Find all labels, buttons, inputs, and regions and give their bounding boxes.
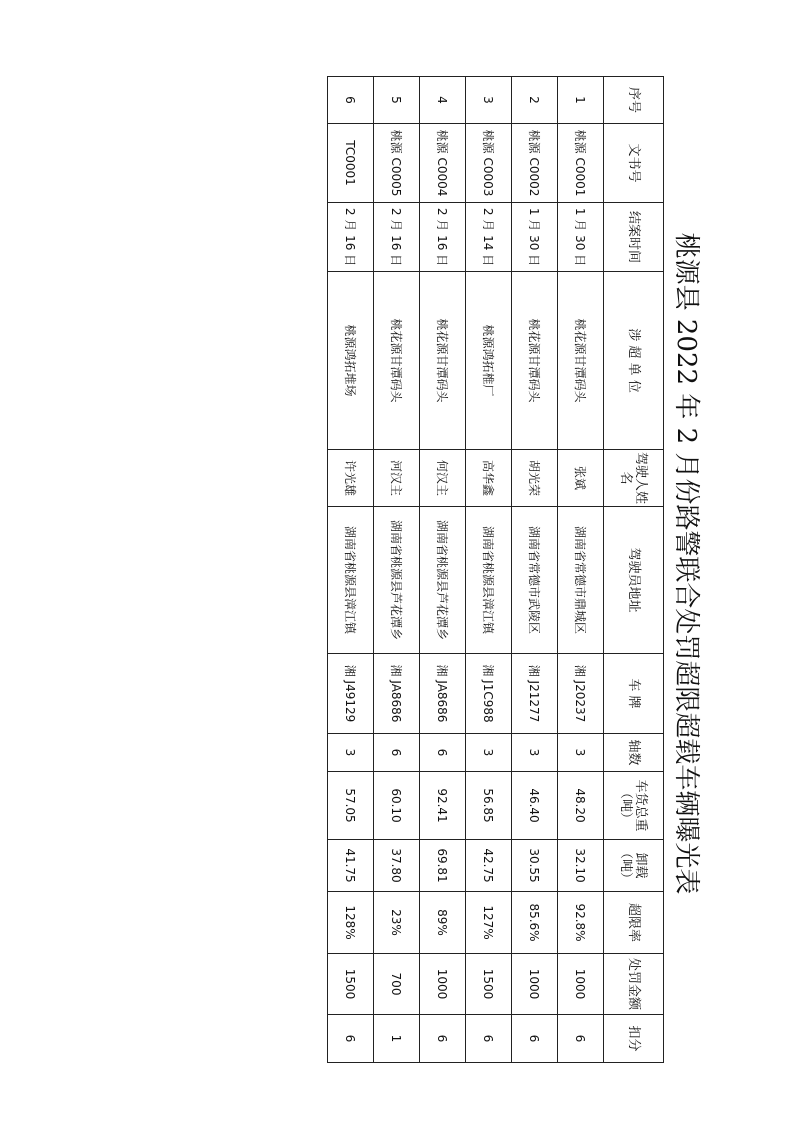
table-cell: 60.10 [374, 772, 420, 840]
header-cell: 车 牌 [604, 654, 664, 734]
header-cell: 结案时间 [604, 203, 664, 272]
table-cell: 1500 [466, 954, 512, 1015]
table-cell: 48.20 [558, 772, 604, 840]
table-cell: 桃源 C0005 [374, 124, 420, 203]
table-cell: 桃源 C0003 [466, 124, 512, 203]
table-cell: 3 [558, 734, 604, 772]
table-cell: 高华鑫 [466, 450, 512, 507]
table-cell: 5 [374, 77, 420, 124]
header-row [604, 77, 664, 1063]
table-cell: 3 [466, 77, 512, 124]
table-cell: 46.40 [512, 772, 558, 840]
header-cell: 超限率 [604, 892, 664, 954]
table-cell: 许光雄 [328, 450, 374, 507]
table-cell: 桃花源甘潭码头 [420, 272, 466, 450]
table-cell: 湘 JA8686 [420, 654, 466, 734]
table-cell: 37.80 [374, 840, 420, 892]
header-cell: 文书号 [604, 124, 664, 203]
table-cell: 1500 [328, 954, 374, 1015]
rotated-sheet [333, 76, 705, 1051]
table-cell: 6 [328, 1015, 374, 1063]
table-cell: 湖南省常德市武陵区 [512, 507, 558, 654]
table-cell: 6 [328, 77, 374, 124]
table-cell: 1 月 30 日 [512, 203, 558, 272]
header-cell: 驾驶员地址 [604, 507, 664, 654]
table-row [466, 77, 512, 1063]
table-cell: 89% [420, 892, 466, 954]
table-cell: 127% [466, 892, 512, 954]
table-cell: 1 [558, 77, 604, 124]
table-cell: 2 [512, 77, 558, 124]
table-cell: 42.75 [466, 840, 512, 892]
table-cell: 57.05 [328, 772, 374, 840]
table-cell: 何汉主 [420, 450, 466, 507]
penalty-table [327, 76, 664, 1063]
table-cell: 湖南省桃源县芦花潭乡 [420, 507, 466, 654]
table-body [328, 77, 604, 1063]
table-cell: 23% [374, 892, 420, 954]
table-cell: 4 [420, 77, 466, 124]
table-cell: 桃花源甘潭码头 [558, 272, 604, 450]
table-cell: 32.10 [558, 840, 604, 892]
table-cell: 2 月 16 日 [420, 203, 466, 272]
table-cell: 3 [328, 734, 374, 772]
table-cell: 湘 J21277 [512, 654, 558, 734]
table-cell: 2 月 16 日 [374, 203, 420, 272]
table-cell: 92.8% [558, 892, 604, 954]
table-cell: 56.85 [466, 772, 512, 840]
table-cell: 30.55 [512, 840, 558, 892]
table-row [558, 77, 604, 1063]
table-cell: 桃源 C0001 [558, 124, 604, 203]
table-cell: 6 [512, 1015, 558, 1063]
table-cell: 桃花源甘潭码头 [374, 272, 420, 450]
table-cell: 1000 [420, 954, 466, 1015]
table-row [420, 77, 466, 1063]
header-cell: 车货总重（吨） [604, 772, 664, 840]
table-cell: 2 月 14 日 [466, 203, 512, 272]
table-row [374, 77, 420, 1063]
header-cell: 卸载（吨） [604, 840, 664, 892]
table-cell: TC0001 [328, 124, 374, 203]
table-cell: 湖南省桃源县芦花潭乡 [374, 507, 420, 654]
header-cell: 轴数 [604, 734, 664, 772]
table-cell: 6 [466, 1015, 512, 1063]
table-cell: 1 [374, 1015, 420, 1063]
header-cell: 序号 [604, 77, 664, 124]
table-cell: 河汉主 [374, 450, 420, 507]
table-cell: 胡光荣 [512, 450, 558, 507]
table-row [328, 77, 374, 1063]
table-cell: 1 月 30 日 [558, 203, 604, 272]
table-cell: 桃源鸿拓椎厂 [466, 272, 512, 450]
table-cell: 6 [558, 1015, 604, 1063]
header-cell: 处罚金额 [604, 954, 664, 1015]
page-title: 桃源县 2022 年 2 月份路警联合处罚超限超载车辆曝光表 [671, 232, 701, 895]
table-cell: 张斌 [558, 450, 604, 507]
table-cell: 128% [328, 892, 374, 954]
table-cell: 湘 J49129 [328, 654, 374, 734]
table-cell: 700 [374, 954, 420, 1015]
table-cell: 3 [466, 734, 512, 772]
header-cell: 扣分 [604, 1015, 664, 1063]
header-cell: 驾驶人姓名 [604, 450, 664, 507]
table-row [512, 77, 558, 1063]
table-cell: 桃源鸿拓堆场 [328, 272, 374, 450]
table-cell: 41.75 [328, 840, 374, 892]
table-cell: 湘 J20237 [558, 654, 604, 734]
table-cell: 湖南省桃源县漳江镇 [328, 507, 374, 654]
table-cell: 桃源 C0002 [512, 124, 558, 203]
table-cell: 92.41 [420, 772, 466, 840]
table-cell: 桃花源甘潭码头 [512, 272, 558, 450]
table-cell: 2 月 16 日 [328, 203, 374, 272]
table-cell: 6 [374, 734, 420, 772]
table-cell: 湖南省常德市鼎城区 [558, 507, 604, 654]
header-cell: 涉 超 单 位 [604, 272, 664, 450]
table-cell: 6 [420, 734, 466, 772]
table-cell: 85.6% [512, 892, 558, 954]
table-cell: 69.81 [420, 840, 466, 892]
table-cell: 1000 [512, 954, 558, 1015]
table-cell: 3 [512, 734, 558, 772]
table-cell: 湘 J1C988 [466, 654, 512, 734]
table-cell: 桃源 C0004 [420, 124, 466, 203]
table-cell: 湘 JA8686 [374, 654, 420, 734]
table-cell: 湖南省桃源县漳江镇 [466, 507, 512, 654]
table-cell: 1000 [558, 954, 604, 1015]
table-cell: 6 [420, 1015, 466, 1063]
